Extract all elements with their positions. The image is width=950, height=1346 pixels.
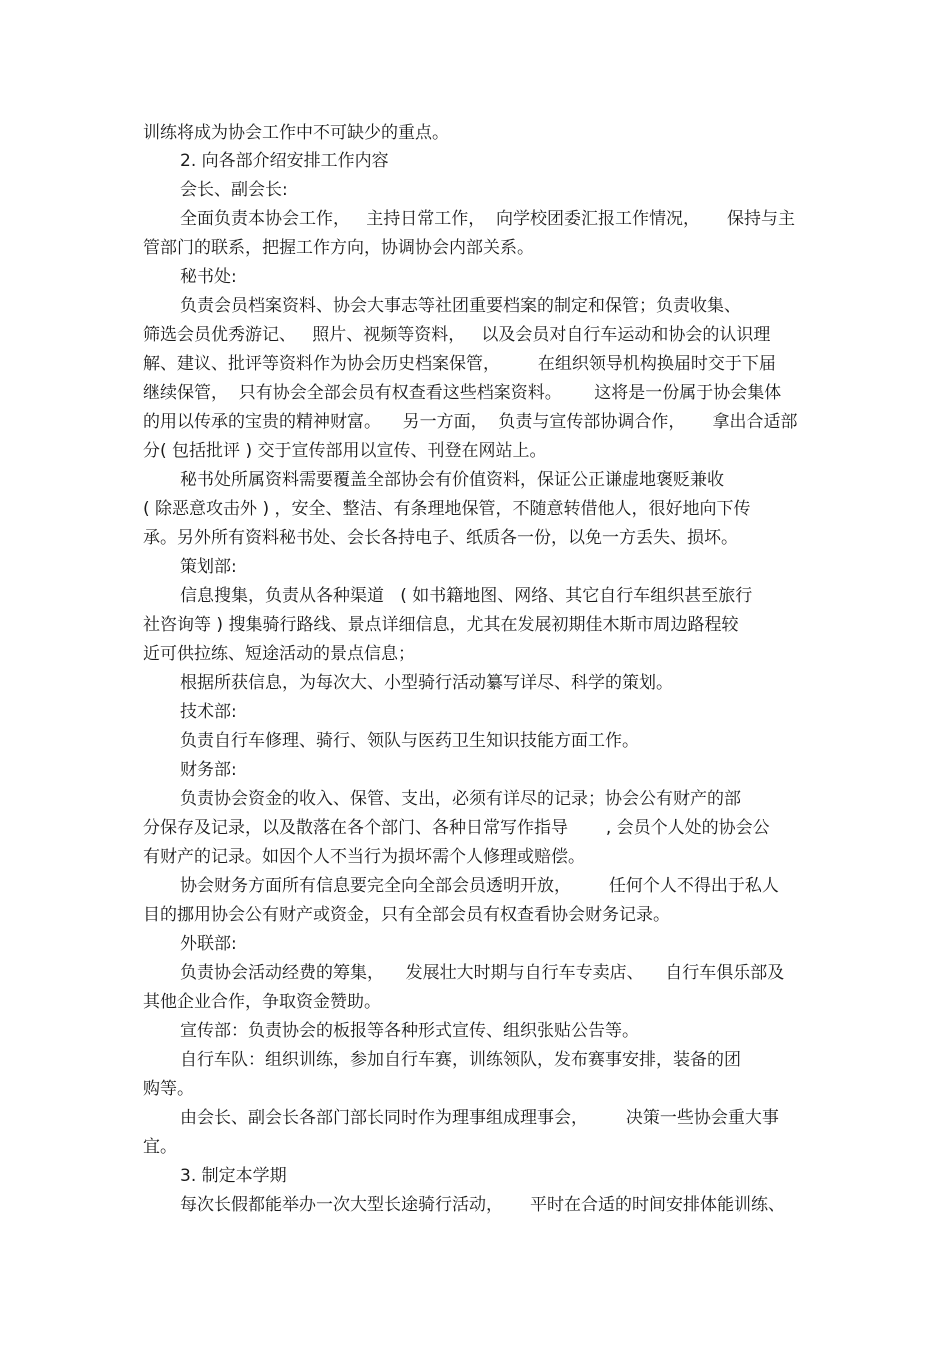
text-line: 购等。: [143, 1079, 194, 1099]
text-line: 的用以传承的宝贵的精神财富。 另一方面， 负责与宣传部协调合作， 拿出合适部: [143, 412, 798, 432]
text-line: 由会长、副会长各部门部长同时作为理事组成理事会， 决策一些协会重大事: [180, 1108, 779, 1128]
text-line: 解、建议、批评等资料作为协会历史档案保管， 在组织领导机构换届时交于下届: [143, 354, 776, 374]
text-line: ( 除恶意攻击外 ) ，安全、整洁、有条理地保管，不随意转借他人，很好地向下传: [143, 499, 751, 519]
text-line: 每次长假都能举办一次大型长途骑行活动， 平时在合适的时间安排体能训练、: [180, 1195, 786, 1215]
role-heading: 外联部:: [180, 934, 237, 954]
text-line: 继续保管， 只有协会全部会员有权查看这些档案资料。 这将是一份属于协会集体: [143, 383, 782, 403]
text-line: 承。另外所有资料秘书处、会长各持电子、纸质各一份，以免一方丢失、损坏。: [143, 528, 738, 548]
text-line: 全面负责本协会工作， 主持日常工作， 向学校团委汇报工作情况， 保持与主: [180, 209, 796, 229]
text-line: 近可供拉练、短途活动的景点信息；: [143, 644, 415, 664]
text-line: 筛选会员优秀游记、 照片、视频等资料， 以及会员对自行车运动和协会的认识理: [143, 325, 771, 345]
text-line: 目的挪用协会公有财产或资金，只有全部会员有权查看协会财务记录。: [143, 905, 670, 925]
section-heading: 2. 向各部介绍安排工作内容: [180, 151, 389, 171]
section-heading: 3. 制定本学期: [180, 1166, 287, 1186]
role-heading: 策划部:: [180, 557, 237, 577]
role-heading: 会长、副会长:: [180, 180, 288, 200]
text-line: 协会财务方面所有信息要完全向全部会员透明开放， 任何个人不得出于私人: [180, 876, 779, 896]
text-line: 有财产的记录。如因个人不当行为损坏需个人修理或赔偿。: [143, 847, 585, 867]
role-heading: 秘书处:: [180, 267, 237, 287]
text-line: 管部门的联系，把握工作方向，协调协会内部关系。: [143, 238, 534, 258]
text-line: 分保存及记录，以及散落在各个部门、各种日常写作指导 , 会员个人处的协会公: [143, 818, 770, 838]
text-line: 其他企业合作，争取资金赞助。: [143, 992, 381, 1012]
text-line: 分( 包括批评 ) 交于宣传部用以宣传、刊登在网站上。: [143, 441, 547, 461]
text-line: 负责自行车修理、骑行、领队与医药卫生知识技能方面工作。: [180, 731, 639, 751]
text-line: 训练将成为协会工作中不可缺少的重点。: [143, 123, 449, 143]
role-heading: 财务部:: [180, 760, 237, 780]
text-line: 社咨询等 ) 搜集骑行路线、景点详细信息，尤其在发展初期佳木斯市周边路程较: [143, 615, 739, 635]
text-line: 宣传部：负责协会的板报等各种形式宣传、组织张贴公告等。: [180, 1021, 639, 1041]
text-line: 负责协会资金的收入、保管、支出，必须有详尽的记录；协会公有财产的部: [180, 789, 741, 809]
text-line: 自行车队：组织训练，参加自行车赛，训练领队，发布赛事安排，装备的团: [180, 1050, 741, 1070]
role-heading: 技术部:: [180, 702, 237, 722]
text-line: 负责协会活动经费的筹集， 发展壮大时期与自行车专卖店、 自行车俱乐部及: [180, 963, 785, 983]
text-line: 宜。: [143, 1137, 177, 1157]
text-line: 根据所获信息，为每次大、小型骑行活动纂写详尽、科学的策划。: [180, 673, 673, 693]
text-line: 负责会员档案资料、协会大事志等社团重要档案的制定和保管；负责收集、: [180, 296, 741, 316]
text-line: 秘书处所属资料需要覆盖全部协会有价值资料，保证公正谦虚地褒贬兼收: [180, 470, 724, 490]
text-line: 信息搜集，负责从各种渠道 ( 如书籍地图、网络、其它自行车组织甚至旅行: [180, 586, 753, 606]
